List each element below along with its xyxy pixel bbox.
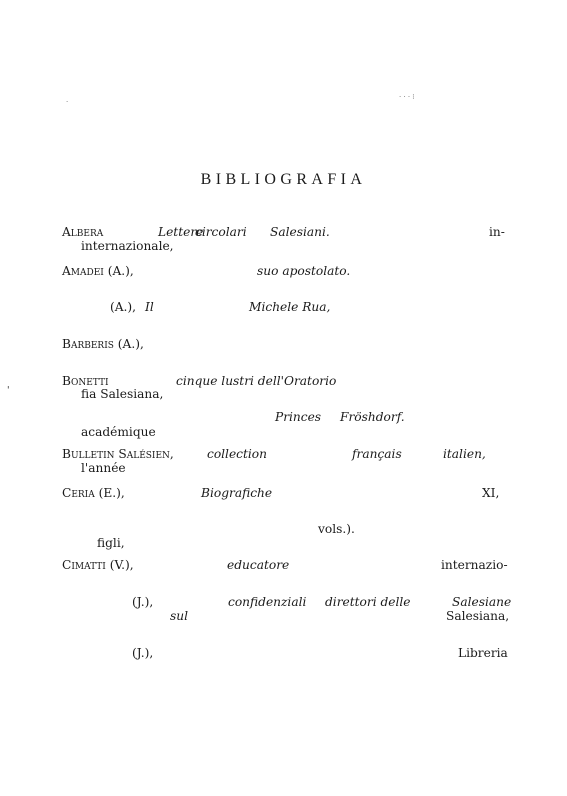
- entry-text: internazio-: [441, 558, 508, 572]
- entry-author-ceria: Ceria (E.),: [62, 486, 125, 500]
- entry-author-barberis: Barberis (A.),: [62, 337, 144, 351]
- entry-text: sul: [170, 609, 189, 623]
- entry-text: vols.).: [318, 522, 355, 536]
- entry-text: suo apostolato.: [257, 264, 351, 278]
- scan-speck: ·: [66, 98, 69, 106]
- entry-text: in-: [489, 225, 505, 239]
- entry-text: direttori delle: [325, 595, 411, 609]
- entry-text: cinque lustri dell'Oratorio: [176, 374, 337, 388]
- entry-author-bonetti: Bonetti: [62, 374, 109, 388]
- entry-author-j-2: (J.),: [132, 646, 154, 660]
- entry-text: fia Salesiana,: [81, 387, 164, 401]
- entry-text: Biografiche: [201, 486, 273, 500]
- entry-author-cimatti: Cimatti (V.),: [62, 558, 134, 572]
- entry-author-amadei-2: (A.),: [110, 300, 137, 314]
- entry-text: Il: [145, 300, 154, 314]
- entry-text: Fröshdorf.: [340, 410, 405, 424]
- entry-text: XI,: [482, 486, 500, 500]
- entry-text: académique: [81, 425, 156, 439]
- entry-text: Lettere: [158, 225, 204, 239]
- entry-author-albera: Albera: [62, 225, 104, 239]
- entry-author-bulletin: Bulletin Salésien,: [62, 447, 174, 461]
- entry-author-amadei: Amadei (A.),: [62, 264, 134, 278]
- page-title: BIBLIOGRAFIA: [200, 171, 367, 188]
- scan-speck: · · · ⁞: [399, 93, 415, 101]
- entry-author-j: (J.),: [132, 595, 154, 609]
- entry-text: Libreria: [458, 646, 508, 660]
- entry-text: internazionale,: [81, 239, 174, 253]
- entry-text: Michele Rua,: [249, 300, 331, 314]
- scan-speck: ': [7, 386, 10, 396]
- entry-text: collection: [207, 447, 267, 461]
- entry-text: l'année: [81, 461, 126, 475]
- entry-text: italien,: [443, 447, 486, 461]
- entry-text: educatore: [227, 558, 290, 572]
- entry-text: français: [352, 447, 402, 461]
- entry-text: Salesiana,: [446, 609, 510, 623]
- entry-text: figli,: [97, 536, 125, 550]
- entry-text: circolari: [195, 225, 247, 239]
- entry-text: Salesiane: [452, 595, 512, 609]
- entry-text: confidenziali: [228, 595, 307, 609]
- entry-text: Salesiani.: [270, 225, 330, 239]
- entry-text: Princes: [275, 410, 322, 424]
